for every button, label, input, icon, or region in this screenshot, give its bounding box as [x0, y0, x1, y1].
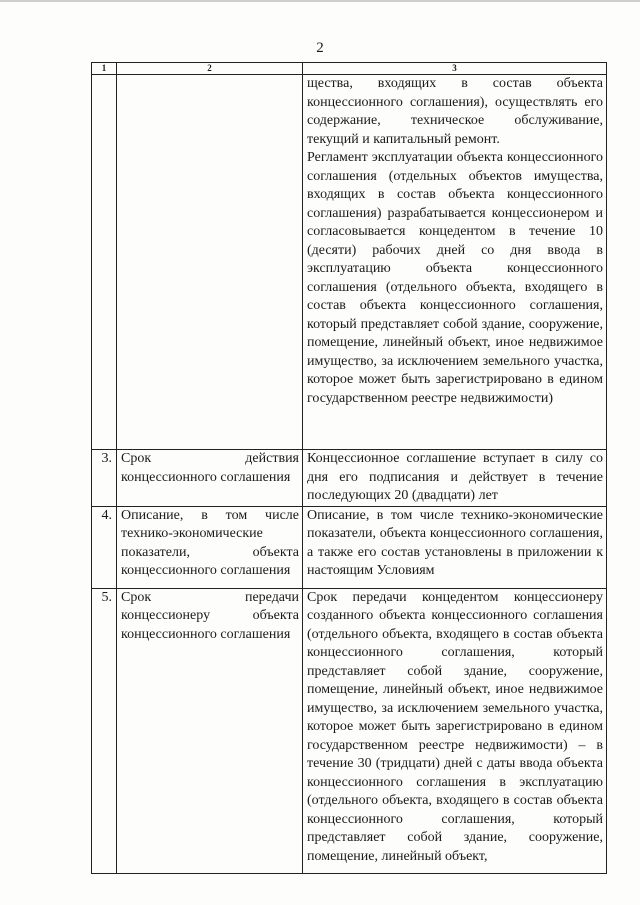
row-text: [303, 75, 607, 450]
row-paragraph: Концессионное соглашение вступает в силу со дня его подписания и действует в течение последующих 20 (двадцати) лет: [307, 451, 603, 503]
header-cell: 3: [303, 63, 607, 75]
row-text: [303, 588, 607, 873]
table-header-row: [92, 63, 607, 75]
header-cell: 2: [117, 63, 303, 75]
row-name: [117, 75, 303, 450]
table-row: [92, 506, 607, 588]
row-paragraph: Регламент эксплуатации объекта концессионного соглашения (отдельных объектов имущества, входящих в состав объекта концессионного соглашения) разрабатывается концессионером и согласовывается концедентом в течение 10 (десяти) рабочих дней со дня ввода в эксплуатацию объекта концессионного соглашения (отдельного объекта, входящего в состав объекта концессионного соглашения, который представляет собой здание, сооружение, помещение, линейный объект, иное недвижимое имущество, за исключением земельного участка, которое может быть зарегистрировано в едином государственном реестре недвижимости): [307, 150, 603, 406]
row-number: 3.: [92, 450, 117, 507]
scan-edge: [0, 0, 640, 2]
row-name: Срок передачи концессионеру объекта концессионного соглашения: [117, 588, 303, 873]
row-name: Срок действия концессионного соглашения: [117, 450, 303, 507]
table-row: [92, 588, 607, 873]
row-number: 5.: [92, 588, 117, 873]
row-paragraph: щества, входящих в состав объекта концессионного соглашения), осуществлять его содержание, техническое обслуживание, текущий и капитальный ремонт.: [307, 76, 603, 147]
table-row: [92, 450, 607, 507]
table-row: [92, 75, 607, 450]
row-paragraph: Описание, в том числе технико-экономические показатели, объекта концессионного соглашения, а также его состав установлены в приложении к настоящим Условиям: [307, 507, 603, 578]
row-text: [303, 450, 607, 507]
conditions-table: [91, 62, 607, 874]
header-cell: 1: [92, 63, 117, 75]
row-number: 4.: [92, 506, 117, 588]
page-number: 2: [316, 40, 324, 56]
row-paragraph: Срок передачи концедентом концессионеру созданного объекта концессионного соглашения (отдельного объекта, входящего в состав объекта концессионного соглашения, который представляет собой здание, сооружение, помещение, линейный объект, иное недвижимое имущество, за исключением земельного участка, которое может быть зарегистрировано в едином государственном реестре недвижимости) – в течение 30 (тридцати) дней с даты ввода объекта концессионного соглашения в эксплуатацию (отдельного объекта, входящего в состав объекта концессионного соглашения, который представляет собой здание, сооружение, помещение, линейный объект,: [307, 589, 603, 864]
row-text: [303, 506, 607, 588]
row-number: [92, 75, 117, 450]
row-name: Описание, в том числе технико-экономические показатели, объекта концессионного соглашения: [117, 506, 303, 588]
